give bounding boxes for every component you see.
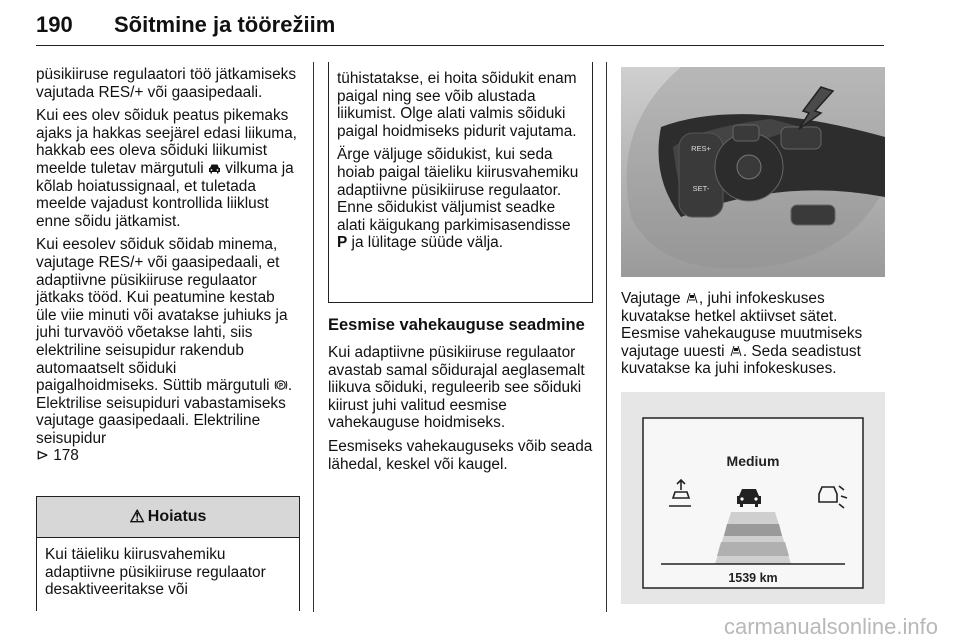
- svg-text:P: P: [278, 383, 283, 390]
- column-2: [328, 344, 596, 479]
- paragraph: püsikiiruse regulaatori töö jätkamiseks vajutada RES/+ või gaasipedaali.: [36, 66, 297, 101]
- paragraph: Vajutage , juhi infokeskuses kuvatakse hetkel aktiivset sätet. Eesmise vahekauguse muutmiseks vajutage uuesti . Seda seadistust kuvatakse ka juhi infokeskuses.: [621, 290, 863, 378]
- gap-icon: [685, 292, 699, 304]
- subsection-heading: Eesmise vahekauguse seadmine: [328, 316, 585, 334]
- set-label: SET-: [692, 184, 710, 193]
- distance-readout: 1539 km: [728, 571, 778, 585]
- column-divider-right: [606, 62, 607, 612]
- paragraph: Eesmiseks vahekauguseks võib seada lähedal, keskel või kaugel.: [328, 437, 593, 473]
- res-label: RES+: [691, 144, 711, 153]
- warning-title: Hoiatus: [147, 508, 207, 525]
- vehicle-ahead-icon: [208, 163, 221, 174]
- park-brake-icon: [274, 379, 288, 391]
- column-1: [36, 66, 298, 471]
- warning-continuation-box: [328, 62, 593, 303]
- header-rule: [36, 45, 884, 46]
- warning-box: [36, 496, 300, 611]
- setting-label: Medium: [726, 453, 780, 469]
- warning-triangle-icon: ⚠: [129, 507, 145, 526]
- gap-icon: [729, 345, 743, 357]
- page-header: [36, 6, 884, 50]
- paragraph: tühistatakse, ei hoita sõidukit enam paigal ning see võib alustada liikumist. Olge alati valmis sõiduki paigal hoidmiseks pidurit vajutama.: [337, 70, 577, 140]
- column-3: [621, 290, 885, 384]
- section-title: Sõitmine ja töörežiim: [114, 12, 336, 37]
- paragraph: Kui eesolev sõiduk sõidab minema, vajutage RES/+ või gaasipedaali, et adaptiivne püsikiiruse regulaator jätkaks tööd. Kui peatumine kestab üle viie minuti või avatakse juhiuks ja juhi turvavöö võetakse lahti, siis elektriline seisupidur rakendub automaatselt sõiduki paigalhoidmiseks. Süttib märgutuli P . Elektrilise seisupiduri vabastamiseks vajutage gaasipedaali. Elektriline seisupidur ⊳ 178: [36, 236, 293, 465]
- info-display-figure: [621, 392, 885, 604]
- paragraph: Ärge väljuge sõidukist, kui seda hoiab paigal täieliku kiirusvahemiku adaptiivne püsikiiruse regulaator. Enne sõidukist väljumist seadke alati käigukang parkimisasendisse P ja lülitage süüde välja.: [337, 146, 579, 252]
- warning-text: Kui täieliku kiirusvahemiku adaptiivne püsikiiruse regulaator desaktiveeritakse või: [45, 546, 266, 599]
- warning-header: [37, 497, 299, 538]
- steering-wheel-figure: [621, 67, 885, 277]
- page-number: 190: [36, 12, 73, 37]
- page-reference-link[interactable]: 178: [53, 447, 79, 465]
- watermark: carmanualsonline.info: [723, 614, 938, 639]
- paragraph: Kui adaptiivne püsikiiruse regulaator avastab samal sõidurajal aeglasemalt liikuva sõiduki, reguleerib see sõiduki kiirust juhi valitud eesmise vahekauguse hoidmiseks.: [328, 344, 585, 432]
- paragraph: Kui ees olev sõiduk peatus pikemaks ajaks ja hakkas seejärel edasi liikuma, hakkab ees oleva sõiduki liikumist meelde tuletav märgutuli vilkuma ja kõlab hoiatussignaal, et tuletada meelde vajadust kontrollida liiklust enne sõidu jätkamist.: [36, 107, 297, 230]
- column-divider-left: [313, 62, 314, 612]
- arrow-right-ref-icon: ⊳: [36, 447, 49, 465]
